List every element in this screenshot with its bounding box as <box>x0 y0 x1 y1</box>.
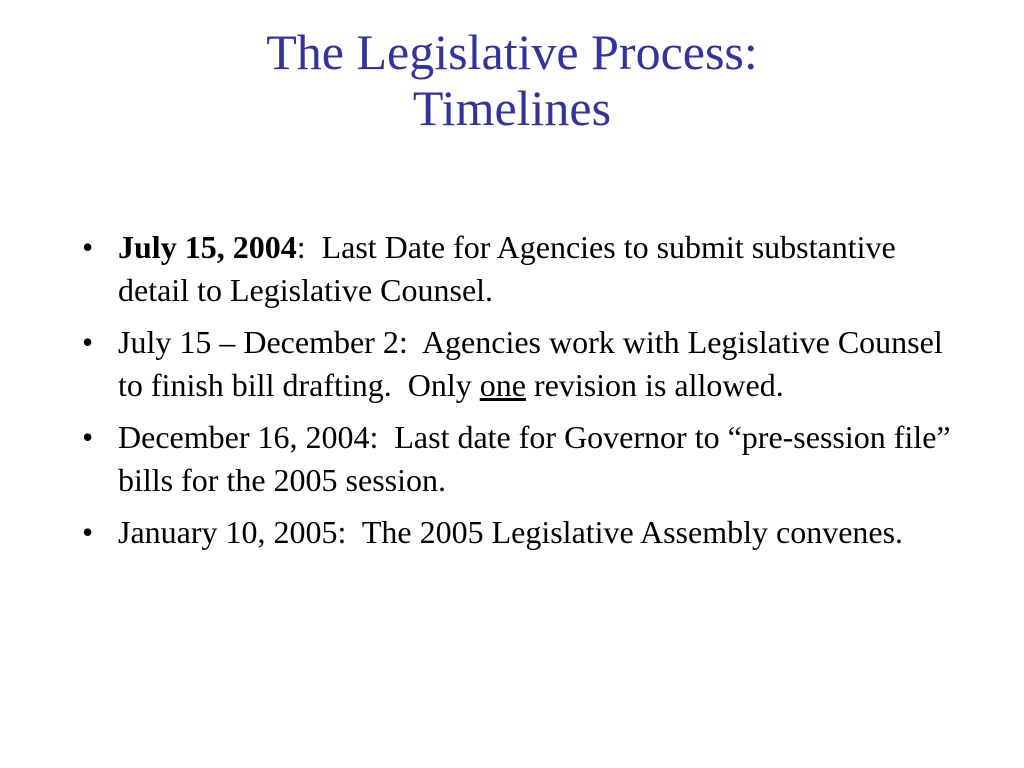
bullet-icon: • <box>82 514 94 550</box>
bullet-item-3 <box>78 416 958 502</box>
bullet-icon: • <box>82 419 94 455</box>
bullet-2-underlined: one <box>479 367 526 403</box>
title-line-1: The Legislative Process: <box>266 24 758 80</box>
bullet-icon: • <box>82 229 94 265</box>
bullet-2-text-after: revision is allowed. <box>525 367 784 403</box>
bullet-icon: • <box>82 324 94 360</box>
bullet-1-text: Last Date for Agencies to submit substantive detail to Legislative Counsel. <box>118 229 904 308</box>
bullet-list <box>78 226 958 563</box>
bullet-item-4 <box>78 511 958 554</box>
bullet-2-text-before: July 15 – December 2: Agencies work with Legislative Counsel to finish bill drafting. Only <box>118 324 951 403</box>
title-line-2: Timelines <box>412 80 612 136</box>
bullet-1-colon: : <box>296 229 306 265</box>
bullet-item-2 <box>78 321 958 407</box>
bullet-item-1 <box>78 226 958 312</box>
slide-title <box>0 24 1024 136</box>
bullet-1-date: July 15, 2004 <box>118 229 297 265</box>
bullet-4-text: January 10, 2005: The 2005 Legislative Assembly convenes. <box>118 514 904 550</box>
bullet-3-text: December 16, 2004: Last date for Governor to “pre-session file” bills for the 2005 session. <box>118 419 959 498</box>
